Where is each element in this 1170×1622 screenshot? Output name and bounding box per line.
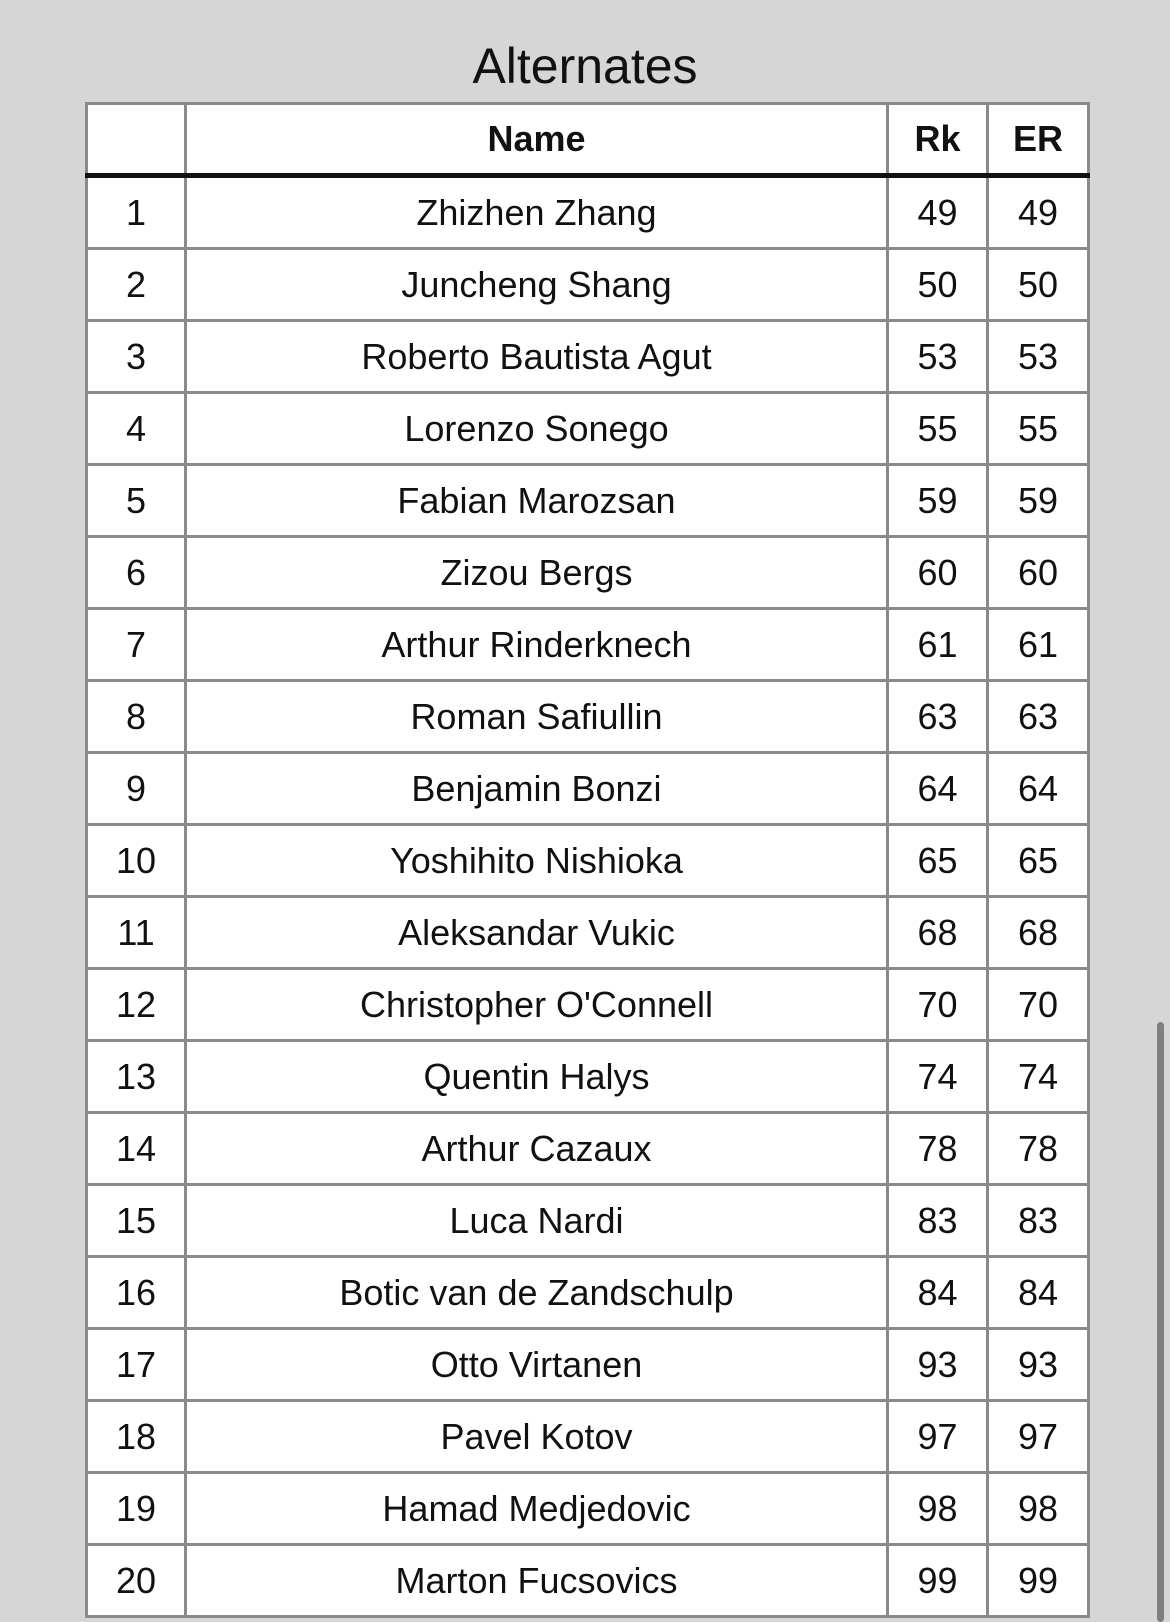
row-number: 5 [87,465,186,537]
player-rank: 64 [888,753,988,825]
player-rank: 99 [888,1545,988,1617]
row-number: 19 [87,1473,186,1545]
row-number: 2 [87,249,186,321]
table-row [87,1473,1089,1545]
player-rank: 68 [888,897,988,969]
table-row [87,897,1089,969]
table-row [87,1257,1089,1329]
row-number: 12 [87,969,186,1041]
player-name: Marton Fucsovics [186,1545,888,1617]
player-name: Quentin Halys [186,1041,888,1113]
player-name: Yoshihito Nishioka [186,825,888,897]
table-row [87,825,1089,897]
player-rank: 61 [888,609,988,681]
column-header-entry-rank: ER [988,104,1089,176]
row-number: 10 [87,825,186,897]
entry-rank: 74 [988,1041,1089,1113]
table-row [87,393,1089,465]
table-row [87,681,1089,753]
player-rank: 70 [888,969,988,1041]
player-name: Aleksandar Vukic [186,897,888,969]
table-row [87,1329,1089,1401]
row-number: 15 [87,1185,186,1257]
row-number: 13 [87,1041,186,1113]
row-number: 14 [87,1113,186,1185]
entry-rank: 84 [988,1257,1089,1329]
page-title: Alternates [472,38,698,94]
row-number: 6 [87,537,186,609]
scrollbar[interactable] [1157,1022,1164,1622]
table-row [87,1041,1089,1113]
player-name: Benjamin Bonzi [186,753,888,825]
player-rank: 49 [888,176,988,249]
player-rank: 63 [888,681,988,753]
player-rank: 74 [888,1041,988,1113]
row-number: 20 [87,1545,186,1617]
entry-rank: 63 [988,681,1089,753]
table-row [87,249,1089,321]
player-name: Fabian Marozsan [186,465,888,537]
entry-rank: 60 [988,537,1089,609]
player-name: Roberto Bautista Agut [186,321,888,393]
table-row [87,609,1089,681]
player-name: Juncheng Shang [186,249,888,321]
player-rank: 83 [888,1185,988,1257]
player-rank: 50 [888,249,988,321]
entry-rank: 61 [988,609,1089,681]
column-header-name: Name [186,104,888,176]
player-rank: 78 [888,1113,988,1185]
row-number: 17 [87,1329,186,1401]
entry-rank: 59 [988,465,1089,537]
column-header-number [87,104,186,176]
entry-rank: 65 [988,825,1089,897]
player-name: Arthur Cazaux [186,1113,888,1185]
player-name: Luca Nardi [186,1185,888,1257]
player-name: Botic van de Zandschulp [186,1257,888,1329]
entry-rank: 53 [988,321,1089,393]
column-header-rank: Rk [888,104,988,176]
entry-rank: 70 [988,969,1089,1041]
entry-rank: 98 [988,1473,1089,1545]
table-row [87,753,1089,825]
player-name: Otto Virtanen [186,1329,888,1401]
row-number: 7 [87,609,186,681]
player-name: Zhizhen Zhang [186,176,888,249]
player-rank: 59 [888,465,988,537]
entry-rank: 49 [988,176,1089,249]
table-row [87,1113,1089,1185]
table-row [87,176,1089,249]
row-number: 8 [87,681,186,753]
row-number: 4 [87,393,186,465]
entry-rank: 68 [988,897,1089,969]
player-name: Hamad Medjedovic [186,1473,888,1545]
player-name: Zizou Bergs [186,537,888,609]
player-rank: 53 [888,321,988,393]
entry-rank: 83 [988,1185,1089,1257]
player-name: Christopher O'Connell [186,969,888,1041]
row-number: 11 [87,897,186,969]
entry-rank: 50 [988,249,1089,321]
row-number: 1 [87,176,186,249]
player-name: Arthur Rinderknech [186,609,888,681]
table-row [87,969,1089,1041]
table-row [87,465,1089,537]
player-rank: 97 [888,1401,988,1473]
player-rank: 55 [888,393,988,465]
player-rank: 84 [888,1257,988,1329]
entry-rank: 99 [988,1545,1089,1617]
table-row [87,537,1089,609]
entry-rank: 93 [988,1329,1089,1401]
table-row [87,1185,1089,1257]
entry-rank: 78 [988,1113,1089,1185]
table-header-row [87,104,1089,176]
table-row [87,321,1089,393]
table-row [87,1545,1089,1617]
entry-rank: 97 [988,1401,1089,1473]
entry-rank: 55 [988,393,1089,465]
player-name: Lorenzo Sonego [186,393,888,465]
player-rank: 60 [888,537,988,609]
player-rank: 93 [888,1329,988,1401]
player-rank: 98 [888,1473,988,1545]
row-number: 18 [87,1401,186,1473]
table-row [87,1401,1089,1473]
player-rank: 65 [888,825,988,897]
row-number: 16 [87,1257,186,1329]
player-name: Pavel Kotov [186,1401,888,1473]
player-name: Roman Safiullin [186,681,888,753]
row-number: 3 [87,321,186,393]
alternates-table [85,102,1090,1618]
row-number: 9 [87,753,186,825]
entry-rank: 64 [988,753,1089,825]
